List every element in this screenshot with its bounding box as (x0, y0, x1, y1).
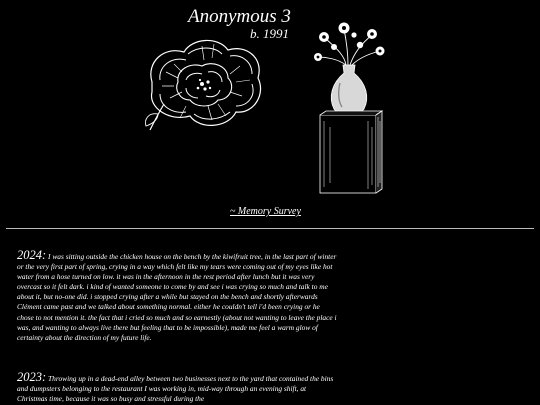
birth-year: b. 1991 (250, 26, 289, 41)
flower-illustration (142, 32, 268, 132)
entry-text: I was sitting outside the chicken house on the bench by the kiwifruit tree, in the last part of winter or the very first part of spring, crying in a way which felt like my tears were coming out of my eyes like hot water from a hose turned on low. it was in the afternoon in the rest period after lunch but it was very overcast so it felt dark. i kind of wanted someone to come by and see i was crying so much and talk to me about it, but no-one did. i stopped crying after a while but stayed on the bench and shortly afterwards Clément came past and we talked about something normal. either he couldn't tell i'd been crying or he chose to not mention it. the fact that i cried so much and so earnestly (about not wanting to leave the place i was, and wanting to always live there but feeling that to be impossible), made me feel a warm glow of certainty about the direction of my future life. (17, 252, 337, 342)
memory-entry-2024 (17, 250, 337, 343)
page-title: Anonymous 3 (188, 6, 291, 27)
entry-year: 2024: (17, 248, 47, 262)
vase-illustration (310, 17, 390, 199)
entry-text: Throwing up in a dead-end alley between two businesses next to the yard that contained the bins and dumpsters belonging to the restaurant I was working in, mid-way through an evening shift, at Christmas time, because it was so busy and stressful during the (17, 374, 334, 404)
divider (6, 228, 534, 229)
memory-survey-link[interactable]: ~ Memory Survey (230, 206, 301, 217)
memory-entry-2023 (17, 372, 337, 404)
entry-year: 2023: (17, 370, 47, 384)
